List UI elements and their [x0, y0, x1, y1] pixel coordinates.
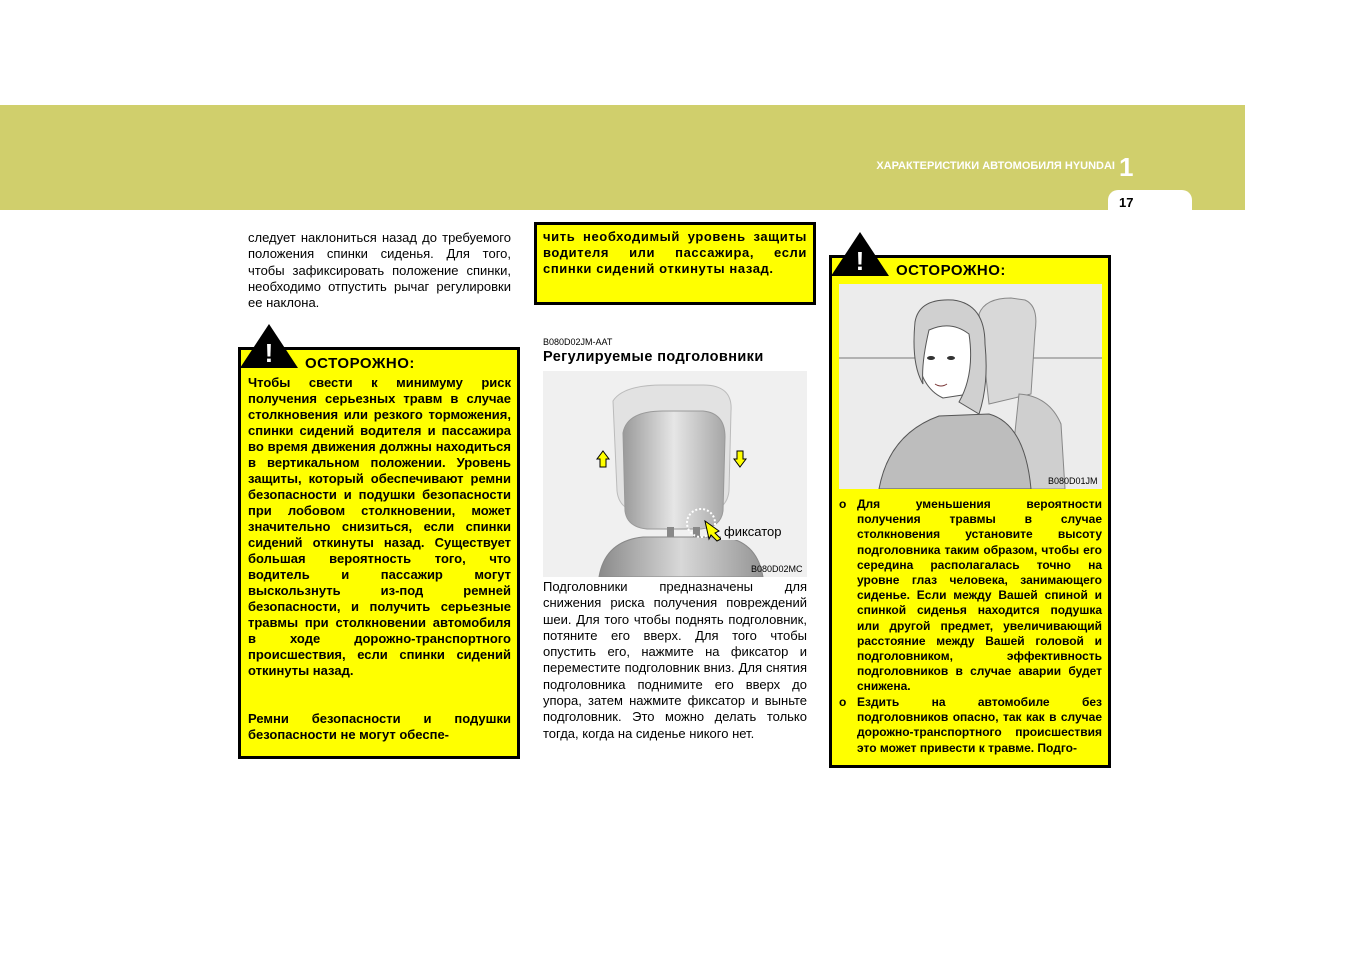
header-band — [0, 105, 1245, 210]
warning-text-left-continued: Ремни безопасности и подушки безопасности не могут обеспе- — [248, 711, 511, 742]
headrest-body-text: Подголовники предназначены для снижения риска получения повреждений шеи. Для того чтобы поднять подголовник, потяните его вверх. Для того чтобы опустить его, нажмите на фиксатор и переместите подголовник вниз. Для снятия подголовника поднимите его вверх до упора, затем нажмите фиксатор и выньте подголовник. Это можно делать только тогда, когда на сиденье никого нет. — [543, 579, 807, 741]
bullet-text: Ездить на автомобиле без подголовников опасно, так как в случае дорожно-транспортного происшествия это может привести к травме. Подго- — [857, 695, 1102, 755]
chapter-number: 1 — [1119, 152, 1134, 182]
list-item — [839, 497, 1102, 697]
section-heading: Регулируемые подголовники — [543, 349, 764, 365]
figure-code: B080D02MC — [751, 564, 803, 574]
warning-continued-text: чить необходимый уровень защиты водителя или пассажира, если спинки сидений откинуты назад. — [543, 229, 807, 276]
warning-triangle-icon — [829, 230, 891, 278]
page-number: 17 — [1119, 195, 1134, 210]
headrest-illustration — [543, 371, 807, 577]
headrest-figure — [543, 371, 807, 577]
intro-text: следует наклониться назад до требуемого положения спинки сиденья. Для того, чтобы зафиксировать положение спинки, необходимо отпустить рычаг регулировки ее наклона. — [248, 230, 511, 311]
section-title: ХАРАКТЕРИСТИКИ АВТОМОБИЛЯ HYUNDAI — [876, 160, 1115, 172]
section-code: B080D02JM-AAT — [543, 337, 613, 347]
bullet-marker: o — [839, 497, 847, 511]
bullet-marker: o — [839, 695, 847, 709]
warning-text-left: Чтобы свести к минимуму риск получения серьезных травм в случае столкновения или резкого торможения, спинки сидений водителя и пассажира во время движения должны находиться в вертикальном положении. Уровень защиты, который обеспечивают ремни безопасности и подушки безопасности при лобовом столкновении, может значительно снизиться, если спинки сидений откинуты назад. Существует большая вероятность того, что водитель и пассажир могут выскользнуть из-под ремней безопасности, и получить серьезные травмы при столкновении автомобиля в ходе дорожно-транспортного происшествия, если спинки сидений откинуты назад. — [248, 375, 511, 678]
list-item — [839, 695, 1102, 759]
driver-headrest-figure — [839, 284, 1102, 489]
latch-callout-label: фиксатор — [721, 523, 785, 540]
bullet-text: Для уменьшения вероятности получения травмы в случае столкновения установите высоту подголовника таким образом, чтобы его середина располагалась точно на уровне глаз человека, занимающего сиденье. Если между Вашей спиной и спинкой сиденья находится подушка или другой предмет, увеличивающий расстояние между Вашей головой и подголовником, эффективность подголовников в случае аварии будет снижена. — [857, 497, 1102, 694]
warning-glyph: ! — [264, 338, 274, 368]
warning-title-left: ОСТОРОЖНО: — [305, 355, 415, 372]
driver-illustration — [839, 284, 1102, 489]
warning-title-right: ОСТОРОЖНО: — [896, 262, 1006, 279]
figure-code-right: B080D01JM — [1048, 476, 1098, 486]
warning-glyph: ! — [855, 246, 865, 276]
warning-triangle-icon — [238, 322, 300, 370]
